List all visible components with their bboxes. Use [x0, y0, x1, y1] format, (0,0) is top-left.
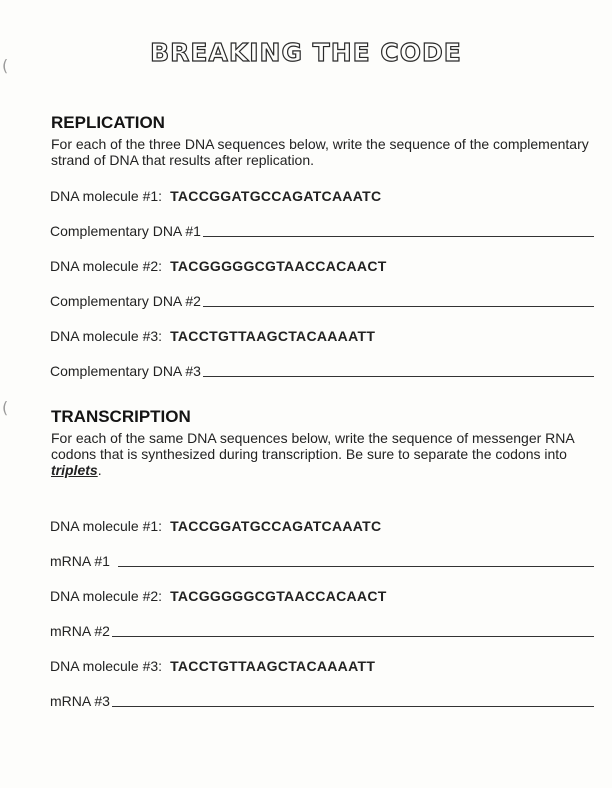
- replication-instructions: For each of the three DNA sequences below, write the sequence of the complementary strand of DNA that results after replication.: [51, 136, 589, 168]
- row-label: Complementary DNA #3: [50, 363, 201, 379]
- row-label: DNA molecule #1:: [50, 518, 163, 534]
- scan-edge-mark: (: [2, 56, 9, 75]
- dna-molecule-row: [50, 324, 594, 344]
- mrna-row: [50, 619, 594, 639]
- page-title: BREAKING THE CODE: [150, 38, 462, 67]
- answer-blank-line[interactable]: [203, 376, 594, 377]
- instructions-end: .: [97, 462, 102, 478]
- answer-blank-line[interactable]: [112, 636, 594, 637]
- dna-molecule-row: [50, 254, 594, 274]
- triplets-emphasis: triplets: [51, 462, 98, 478]
- dna-sequence: TACCTGTTAAGCTACAAAATT: [170, 658, 376, 674]
- complementary-dna-row: [50, 359, 594, 379]
- dna-molecule-row: [50, 184, 594, 204]
- row-label: mRNA #1: [50, 553, 110, 569]
- dna-molecule-row: [50, 654, 594, 674]
- complementary-dna-row: [50, 289, 594, 309]
- row-label: DNA molecule #2:: [50, 258, 163, 274]
- row-label: mRNA #3: [50, 693, 110, 709]
- complementary-dna-row: [50, 219, 594, 239]
- answer-blank-line[interactable]: [112, 706, 594, 707]
- row-label: DNA molecule #3:: [50, 328, 163, 344]
- replication-heading: REPLICATION: [51, 113, 165, 132]
- mrna-row: [50, 689, 594, 709]
- answer-blank-line[interactable]: [203, 306, 594, 307]
- dna-sequence: TACCTGTTAAGCTACAAAATT: [170, 328, 376, 344]
- mrna-row: [50, 549, 594, 569]
- row-label: DNA molecule #2:: [50, 588, 163, 604]
- answer-blank-line[interactable]: [203, 236, 594, 237]
- transcription-instructions: [51, 430, 599, 478]
- dna-molecule-row: [50, 514, 594, 534]
- dna-sequence: TACCGGATGCCAGATCAAATC: [170, 518, 382, 534]
- row-label: DNA molecule #1:: [50, 188, 163, 204]
- row-label: mRNA #2: [50, 623, 110, 639]
- dna-sequence: TACGGGGGCGTAACCACAACT: [170, 258, 387, 274]
- dna-sequence: TACGGGGGCGTAACCACAACT: [170, 588, 387, 604]
- row-label: DNA molecule #3:: [50, 658, 163, 674]
- instructions-text: For each of the same DNA sequences below, write the sequence of messenger RNA codons that is synthesized during transcription. Be sure to separate the codons into: [51, 430, 574, 462]
- answer-blank-line[interactable]: [118, 566, 594, 567]
- row-label: Complementary DNA #1: [50, 223, 201, 239]
- scan-edge-mark: (: [2, 398, 9, 417]
- dna-sequence: TACCGGATGCCAGATCAAATC: [170, 188, 382, 204]
- row-label: Complementary DNA #2: [50, 293, 201, 309]
- transcription-heading: TRANSCRIPTION: [51, 407, 191, 426]
- dna-molecule-row: [50, 584, 594, 604]
